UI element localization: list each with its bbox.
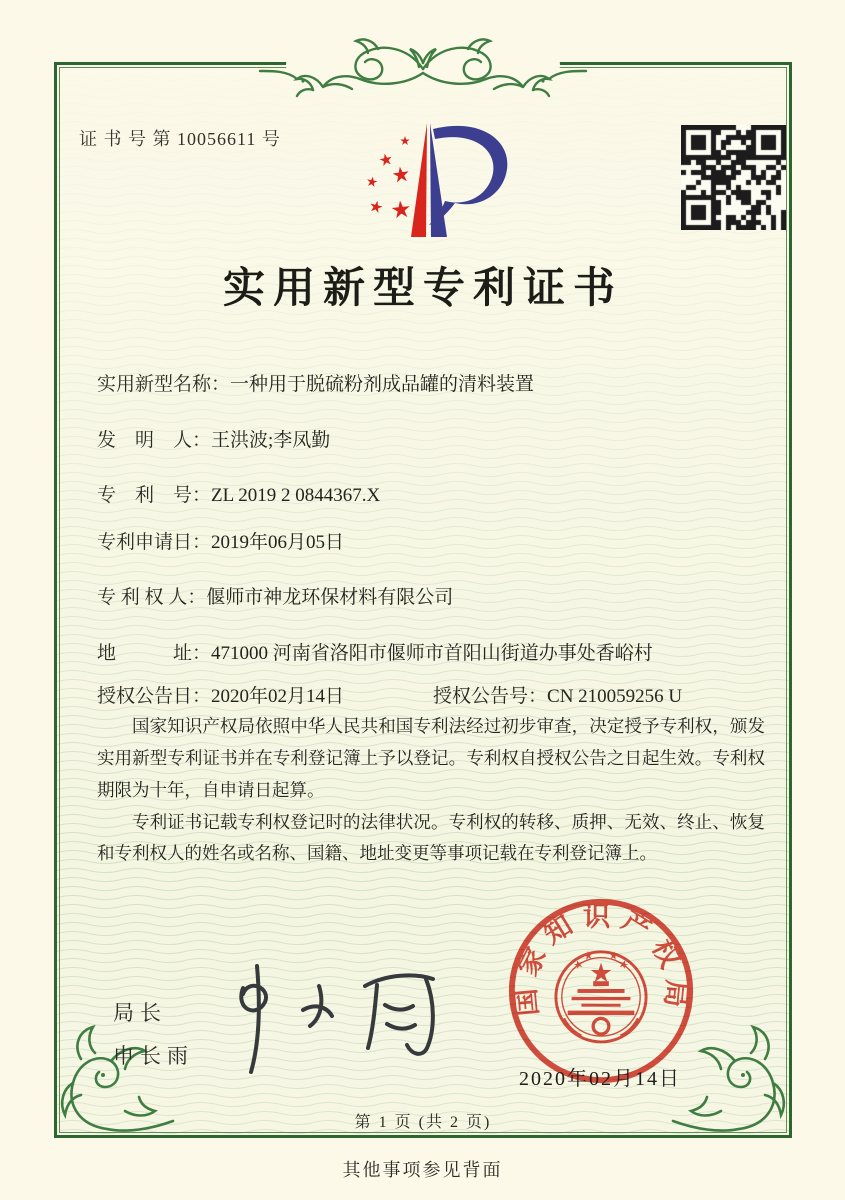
- field-label: 专利申请日：: [97, 532, 212, 553]
- cnipa-patent-logo-icon: [339, 115, 529, 253]
- field-label: 专 利 号：: [97, 485, 212, 506]
- back-side-note: 其他事项参见背面: [342, 1160, 503, 1180]
- seal-date: 2020年02月14日: [519, 1068, 681, 1090]
- field-value: 2019年06月05日: [211, 532, 345, 553]
- signer-name: 申长雨: [113, 1045, 194, 1068]
- field-value: 王洪波;李凤勤: [211, 430, 331, 451]
- field-value: 一种用于脱硫粉剂成品罐的清料装置: [230, 374, 535, 395]
- field-value: 471000 河南省洛阳市偃师市首阳山街道办事处香峪村: [211, 643, 653, 664]
- field-label: 发 明 人：: [97, 430, 212, 451]
- grant-row: [97, 681, 765, 708]
- field-inventor: [97, 425, 330, 452]
- top-border-ornament-icon: [258, 31, 588, 99]
- grant-number-label: 授权公告号：: [433, 686, 548, 707]
- signer-title: 局长: [113, 1002, 167, 1025]
- field-patent-number: [97, 480, 380, 507]
- certificate-border-frame: [54, 62, 792, 1138]
- seal-ring-text: 国家知识产权局: [510, 901, 692, 1018]
- certificate-title: 实用新型专利证书: [222, 266, 623, 312]
- field-address: [97, 638, 653, 665]
- handwritten-signature-icon: [207, 958, 477, 1083]
- field-label: 专 利 权 人：: [97, 587, 207, 608]
- qr-code: [681, 125, 786, 230]
- grant-number-value: CN 210059256 U: [547, 686, 683, 707]
- field-label: 实用新型名称：: [97, 374, 231, 395]
- legal-paragraph-1: 国家知识产权局依照中华人民共和国专利法经过初步审查，决定授予专利权，颁发实用新型专利证书并在专利登记簿上予以登记。专利权自授权公告之日起生效。专利权期限为十年，自申请日起算。: [97, 716, 765, 800]
- national-emblem-icon: [556, 951, 646, 1042]
- legal-text: [97, 711, 765, 870]
- legal-paragraph-2: 专利证书记载专利权登记时的法律状况。专利权的转移、质押、无效、终止、恢复和专利权人的姓名或名称、国籍、地址变更等事项记载在专利登记簿上。: [97, 811, 765, 864]
- signer-block: [113, 997, 194, 1083]
- field-patentee: [97, 582, 453, 609]
- field-utility-model-name: [97, 369, 534, 396]
- grant-date-label: 授权公告日：: [97, 686, 212, 707]
- official-seal: [503, 893, 699, 1089]
- field-value: 偃师市神龙环保材料有限公司: [206, 587, 454, 608]
- grant-date: [97, 686, 344, 707]
- field-label: 地 址：: [97, 643, 212, 664]
- field-application-date: [97, 527, 344, 554]
- field-value: ZL 2019 2 0844367.X: [211, 485, 381, 506]
- certificate-number: 证 书 号 第 10056611 号: [79, 129, 281, 149]
- grant-date-value: 2020年02月14日: [211, 686, 345, 707]
- grant-number: [433, 681, 682, 708]
- page-indicator: 第 1 页 (共 2 页): [354, 1114, 492, 1131]
